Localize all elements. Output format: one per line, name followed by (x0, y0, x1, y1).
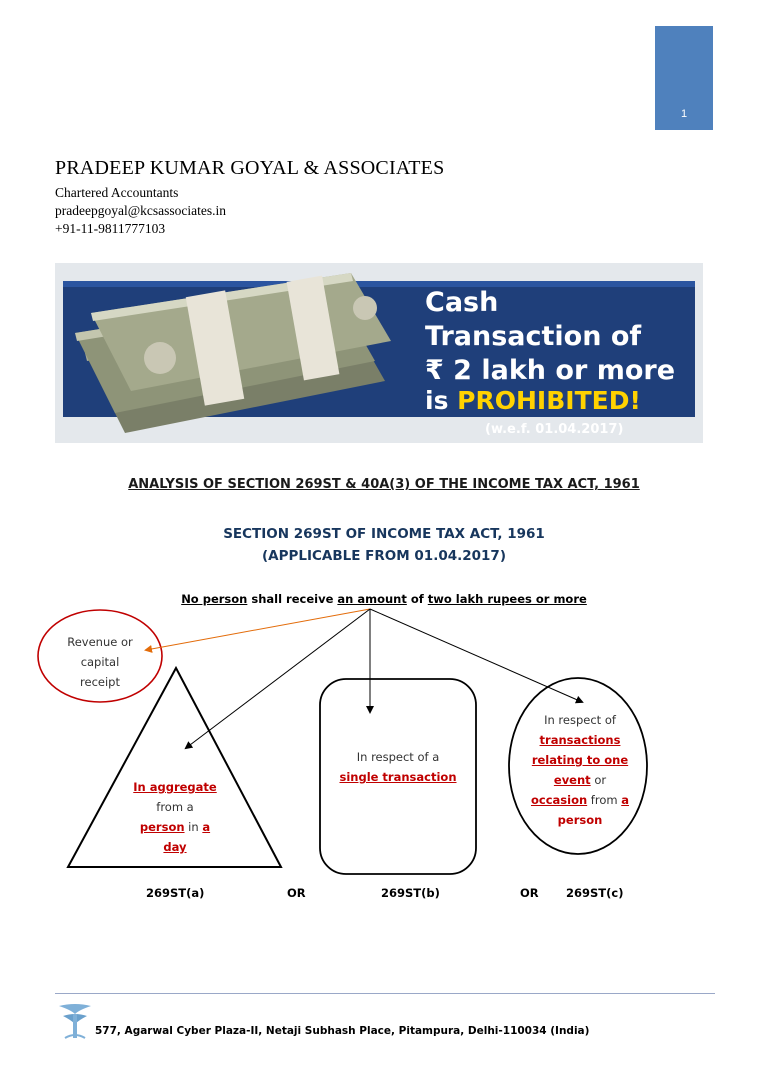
label-269st-c: 269ST(c) (566, 886, 624, 900)
revenue-note (50, 632, 150, 692)
box-text (320, 747, 476, 787)
circle-event: event (553, 773, 591, 787)
arrow-to-revenue (146, 609, 370, 650)
revenue-note-line-3: receipt (80, 675, 120, 689)
section-applicability: (APPLICABLE FROM 01.04.2017) (261, 548, 506, 564)
label-or-1: OR (287, 886, 306, 900)
revenue-note-line-2: capital (80, 655, 120, 669)
label-269st-b: 269ST(b) (381, 886, 440, 900)
footer-address: 577, Agarwal Cyber Plaza-II, Netaji Subhash Place, Pitampura, Delhi-110034 (India) (95, 1025, 590, 1037)
rule-part-amount: an amount (337, 592, 407, 606)
banner-line-5: (w.e.f. 01.04.2017) (485, 422, 624, 437)
circle-line-4 (515, 770, 645, 790)
banner-line-4-prefix: is (425, 386, 458, 415)
banner-line-4-emph: PROHIBITED! (457, 386, 641, 415)
circle-line-2: transactions (539, 733, 621, 747)
circle-or: or (590, 773, 607, 787)
triangle-in: in (184, 820, 203, 834)
page-number: 1 (680, 108, 688, 120)
label-269st-a: 269ST(a) (146, 886, 205, 900)
section-title: SECTION 269ST OF INCOME TAX ACT, 1961 (223, 526, 545, 542)
circle-line-6: person (557, 813, 603, 827)
box-line-1: In respect of a (356, 750, 440, 764)
firm-name: PRADEEP KUMAR GOYAL & ASSOCIATES (55, 157, 445, 179)
triangle-person: person (139, 820, 185, 834)
banner-line-3: ₹ 2 lakh or more (425, 355, 676, 386)
circle-occasion: occasion (530, 793, 588, 807)
triangle-line-person (110, 817, 240, 837)
firm-logo-icon (55, 1000, 95, 1042)
rule-part-2: shall receive (247, 592, 338, 606)
label-or-2: OR (520, 886, 539, 900)
banner-line-2: Transaction of (425, 321, 642, 352)
circle-from: from (587, 793, 622, 807)
circle-line-5 (515, 790, 645, 810)
footer-divider (55, 993, 715, 994)
banner-line-1: Cash (425, 287, 499, 318)
circle-text (515, 710, 645, 830)
triangle-a: a (202, 820, 211, 834)
rule-part-two-lakh: two lakh rupees or more (427, 592, 587, 606)
firm-subtitle: Chartered Accountants (55, 185, 179, 200)
box-line-2: single transaction (339, 770, 457, 784)
circle-line-3: relating to one (531, 753, 629, 767)
circle-line-1: In respect of (544, 713, 616, 727)
triangle-line-from: from a (156, 800, 194, 814)
firm-phone: +91-11-9811777103 (55, 221, 166, 236)
revenue-note-line-1: Revenue or (67, 635, 133, 649)
rule-part-no-person: No person (181, 592, 248, 606)
triangle-line-day: day (163, 840, 187, 854)
triangle-text (110, 777, 240, 857)
circle-a: a (621, 793, 629, 807)
firm-email: pradeepgoyal@kcsassociates.in (55, 203, 226, 218)
triangle-line-aggregate: In aggregate (133, 780, 217, 794)
arrow-to-circle (370, 609, 582, 702)
rule-part-4: of (406, 592, 428, 606)
analysis-title: ANALYSIS OF SECTION 269ST & 40A(3) OF THE INCOME TAX ACT, 1961 (128, 477, 640, 492)
